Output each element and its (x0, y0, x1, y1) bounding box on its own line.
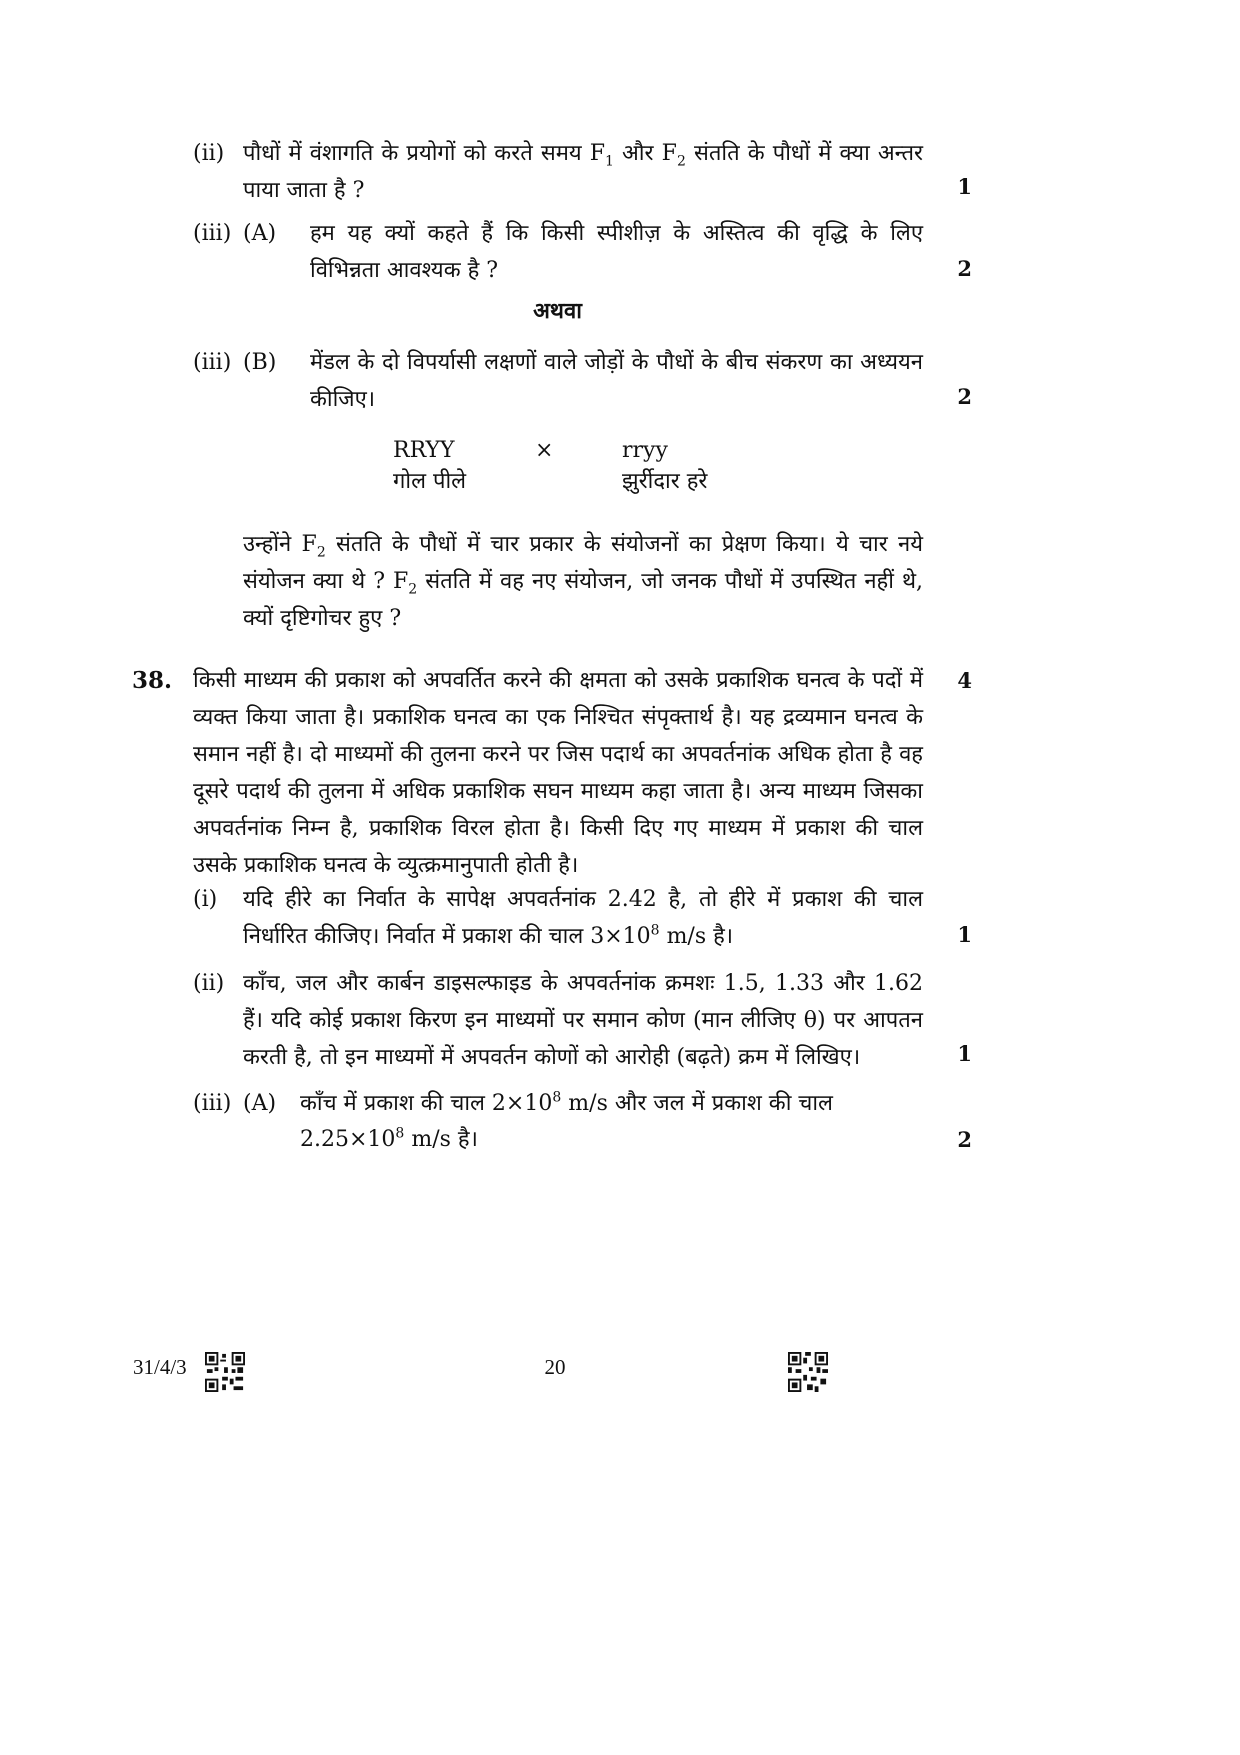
q38-ii-marks: 1 (957, 1041, 972, 1066)
q37-ii-marks: 1 (957, 174, 972, 199)
cross-parent2-desc: झुर्रीदार हरे (622, 469, 708, 494)
q37-ii-text: पौधों में वंशागति के प्रयोगों को करते समय $F_1$ और $F_2$ संतति के पौधों में क्या अन्तर पाया जाता है ? (243, 141, 923, 203)
q38-i-marks: 1 (957, 922, 972, 947)
q37-iii-a-option: (A) (243, 221, 277, 246)
qr-code-left-icon (205, 1352, 245, 1396)
q37-iii-a-text: हम यह क्यों कहते हैं कि किसी स्पीशीज़ के अस्तित्व की वृद्धि के लिए विभिन्नता आवश्यक है ? (310, 221, 923, 283)
q37-iii-a-label: (iii) (193, 221, 232, 246)
q38-passage: किसी माध्यम की प्रकाश को अपवर्तित करने की क्षमता को उसके प्रकाशिक घनत्व के पदों में व्यक्त किया जाता है। प्रकाशिक घनत्व का एक निश्चित संपृक्तार्थ है। यह द्रव्यमान घनत्व के समान नहीं है। दो माध्यमों की तुलना करने पर जिस पदार्थ का अपवर्तनांक अधिक होता है वह दूसरे पदार्थ की तुलना में अधिक प्रकाशिक सघन माध्यम कहा जाता है। अन्य माध्यम जिसका अपवर्तनांक निम्न है, प्रकाशिक विरल होता है। किसी दिए गए माध्यम में प्रकाश की चाल उसके प्रकाशिक घनत्व के व्युत्क्रमानुपाती होती है। (193, 668, 923, 878)
q37-ii-label: (ii) (193, 141, 225, 166)
cross-parent1: RRYY (393, 438, 455, 463)
cross-symbol: × (535, 438, 554, 463)
q38-iii-a-label: (iii) (193, 1091, 232, 1116)
q38-ii-text: काँच, जल और कार्बन डाइसल्फाइड के अपवर्तनांक क्रमशः 1.5, 1.33 और 1.62 हैं। यदि कोई प्रकाश किरण इन माध्यमों पर समान कोण (मान लीजिए θ) पर आपतन करती है, तो इन माध्यमों में अपवर्तन कोणों को आरोही (बढ़ते) क्रम में लिखिए। (243, 971, 923, 1070)
q38-i-label: (i) (193, 887, 218, 912)
q38-number: 38. (132, 667, 173, 694)
q38-iii-a-option: (A) (243, 1091, 277, 1116)
q38-iii-a-line1: काँच में प्रकाश की चाल $2\times 10^8$ m/s और जल में प्रकाश की चाल (300, 1089, 833, 1116)
cross-parent1-desc: गोल पीले (393, 469, 467, 494)
or-heading: अथवा (533, 298, 582, 324)
q37-iii-b-paragraph: उन्होंने $F_2$ संतति के पौधों में चार प्रकार के संयोजनों का प्रेक्षण किया। ये चार नये संयोजन क्या थे ? $F_2$ संतति में वह नए संयोजन, जो जनक पौधों में उपस्थित नहीं थे, क्यों दृष्टिगोचर हुए ? (243, 532, 924, 631)
q37-iii-b-label: (iii) (193, 350, 232, 375)
q37-iii-b-option: (B) (243, 350, 277, 375)
q37-iii-b-text: मेंडल के दो विपर्यासी लक्षणों वाले जोड़ों के पौधों के बीच संकरण का अध्ययन कीजिए। (310, 350, 923, 412)
q38-i-text: यदि हीरे का निर्वात के सापेक्ष अपवर्तनांक 2.42 है, तो हीरे में प्रकाश की चाल निर्धारित कीजिए। निर्वात में प्रकाश की चाल $3\times 10^8$ m/s है। (243, 887, 923, 949)
q38-ii-label: (ii) (193, 971, 225, 996)
qr-code-right-icon (788, 1352, 828, 1396)
q37-iii-b-marks: 2 (957, 384, 972, 409)
q37-iii-a-marks: 2 (957, 256, 972, 281)
paper-code: 31/4/3 (133, 1355, 187, 1379)
q38-marks: 4 (957, 668, 972, 693)
cross-parent2: rryy (622, 438, 668, 463)
q38-iii-a-line2: $2.25\times 10^8$ m/s है। (300, 1125, 478, 1152)
q38-iii-a-marks: 2 (957, 1127, 972, 1152)
page-number: 20 (544, 1355, 566, 1379)
